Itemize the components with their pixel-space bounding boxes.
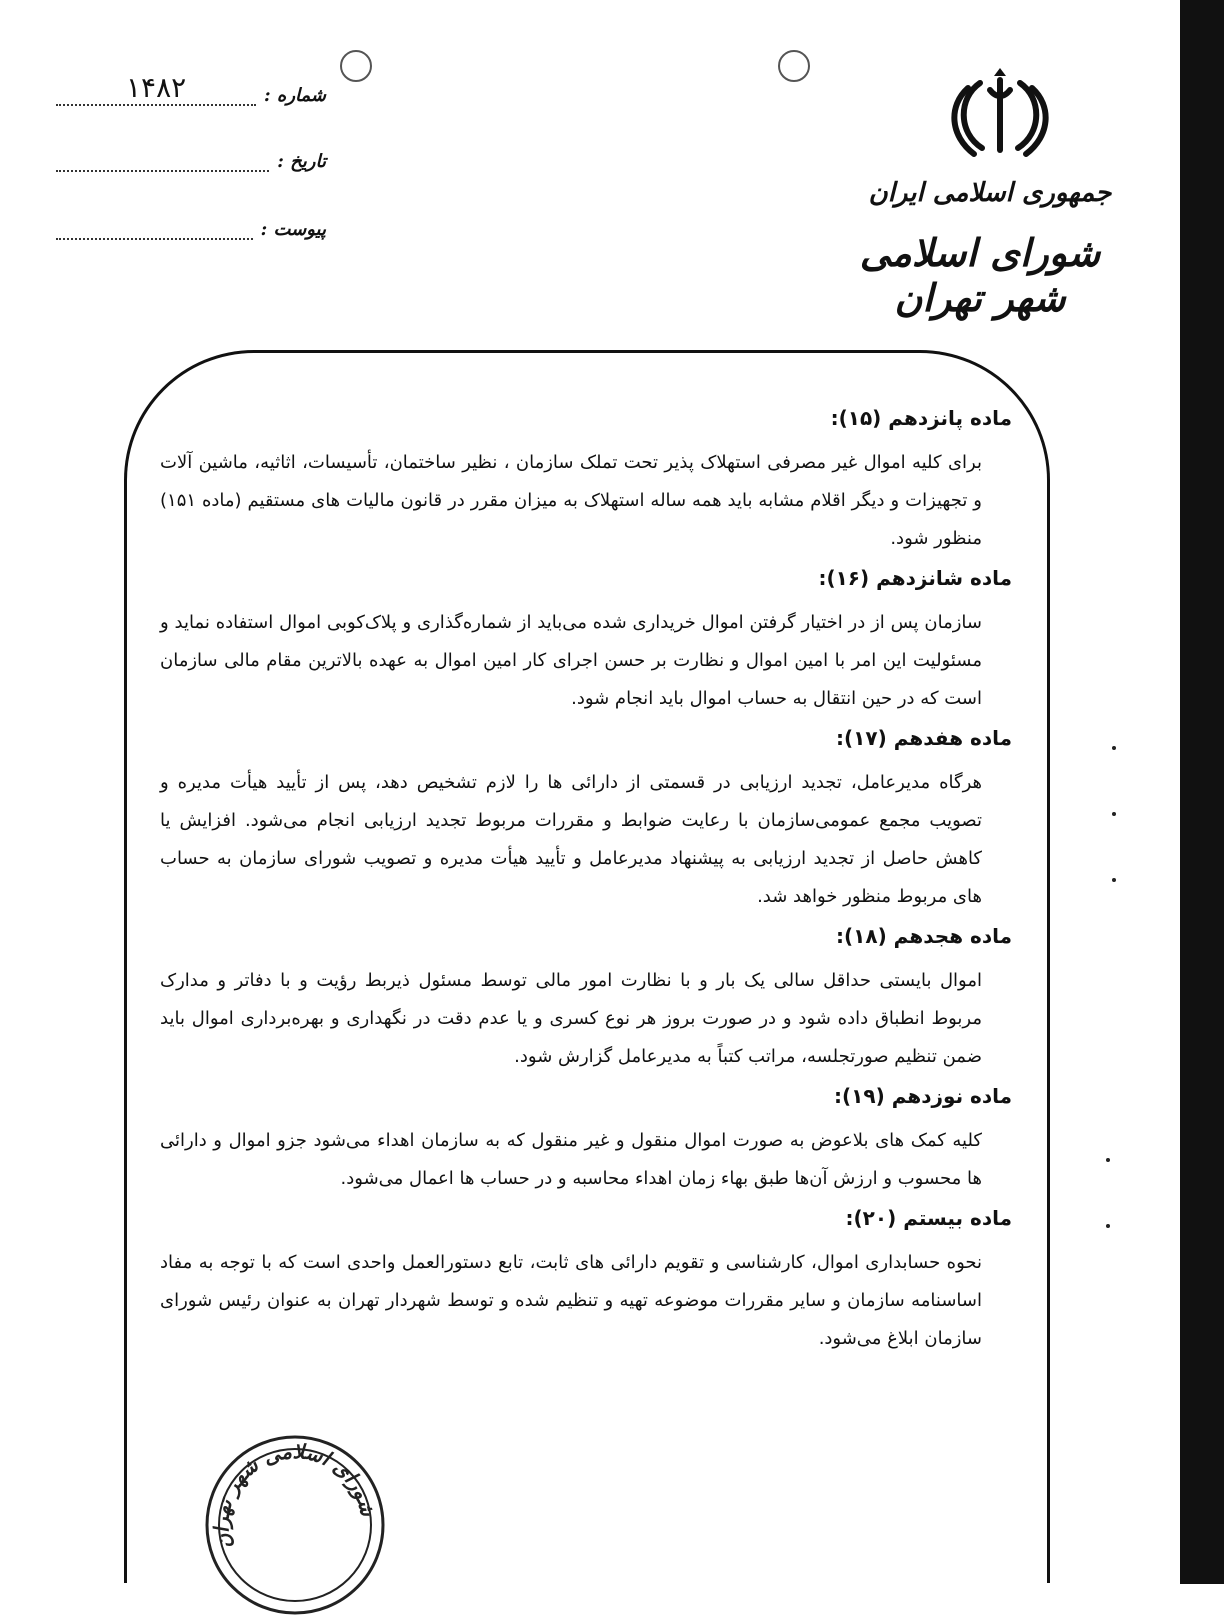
article-text: نحوه حسابداری اموال، کارشناسی و تقویم دارائی های ثابت، تابع دستورالعمل واحدی است که با توجه به مفاد اساسنامه سازمان و سایر مقررات موضوعه تهیه و تنظیم شده و توسط شهردار تهران به عنوان رئیس شورای سازمان ابلاغ می‌شود. <box>160 1252 982 1349</box>
article-heading: ماده شانزدهم (۱۶): <box>818 566 1012 590</box>
article-text: هرگاه مدیرعامل، تجدید ارزیابی در قسمتی از دارائی ها را لازم تشخیص دهد، پس از تأیید هیأت مدیره و تصویب مجمع عمومی‌سازمان با رعایت ضوابط و مقررات مربوط تجدید ارزیابی انجام می‌شود. افزایش یا کاهش حاصل از تجدید ارزیابی به پیشنهاد مدیرعامل و تأیید هیأت مدیره و تصویب شورای سازمان به حساب های مربوط منظور خواهد شد. <box>160 772 982 907</box>
margin-dot <box>1106 1224 1110 1228</box>
date-field <box>56 150 326 172</box>
article-16 <box>160 564 1012 718</box>
article-18 <box>160 922 1012 1076</box>
article-19 <box>160 1082 1012 1198</box>
council-stamp-icon <box>200 1430 390 1620</box>
margin-dot <box>1112 746 1116 750</box>
number-label: شماره : <box>263 85 326 106</box>
margin-dot <box>1112 878 1116 882</box>
attachment-field <box>56 218 326 240</box>
article-text: سازمان پس از در اختیار گرفتن اموال خریداری شده می‌باید از شماره‌گذاری و پلاک‌کوبی اموال استفاده نماید و مسئولیت این امر با امین اموال و نظارت بر حسن اجرای کار امین اموال به عهده بالاترین مقام مالی سازمان است که در حین انتقال به حساب اموال باید انجام شود. <box>160 612 982 709</box>
date-label: تاریخ : <box>277 151 326 172</box>
council-title: شورای اسلامی شهر تهران <box>859 230 1101 320</box>
punch-hole-right <box>778 50 810 82</box>
number-field <box>56 71 326 106</box>
stamp-text: شورای اسلامی شهر تهران <box>209 1439 381 1552</box>
scan-edge <box>1180 0 1224 1584</box>
article-heading: ماده بیستم (۲۰): <box>845 1206 1012 1230</box>
article-heading: ماده هجدهم (۱۸): <box>836 924 1012 948</box>
svg-text:شورای اسلامی شهر تهران <box>209 1439 381 1551</box>
margin-dot <box>1112 812 1116 816</box>
articles-body <box>160 404 1012 1364</box>
article-20 <box>160 1204 1012 1358</box>
article-heading: ماده نوزدهم (۱۹): <box>834 1084 1012 1108</box>
iran-emblem-icon <box>950 68 1050 163</box>
punch-hole-left <box>340 50 372 82</box>
margin-dot <box>1106 1158 1110 1162</box>
republic-title: جمهوری اسلامی ایران <box>868 178 1112 208</box>
attachment-label: پیوست : <box>260 219 326 240</box>
article-17 <box>160 724 1012 916</box>
article-text: کلیه کمک های بلاعوض به صورت اموال منقول و غیر منقول که به سازمان اهداء می‌شود جزو اموال و دارائی ها محسوب و ارزش آن‌ها طبق بهاء زمان اهداء محاسبه و در حساب ها اعمال می‌شود. <box>160 1130 982 1189</box>
article-15 <box>160 404 1012 558</box>
article-text: اموال بایستی حداقل سالی یک بار و با نظارت امور مالی توسط مسئول ذیربط رؤیت و با دفاتر و مدارک مربوط انطباق داده شود و در صورت بروز هر نوع کسری و یا عدم دقت در نگهداری و بهره‌برداری اموال باید ضمن تنظیم صورتجلسه، مراتب کتباً به مدیرعامل گزارش شود. <box>160 970 982 1067</box>
number-value: ۱۴۸۲ <box>126 71 187 104</box>
article-text: برای کلیه اموال غیر مصرفی استهلاک پذیر تحت تملک سازمان ، نظیر ساختمان، تأسیسات، اثاثیه، ماشین آلات و تجهیزات و دیگر اقلام مشابه باید همه ساله استهلاک به میزان مقرر در قانون مالیات های مستقیم (ماده ۱۵۱) منظور شود. <box>160 452 982 549</box>
article-heading: ماده هفدهم (۱۷): <box>836 726 1012 750</box>
article-heading: ماده پانزدهم (۱۵): <box>830 406 1012 430</box>
